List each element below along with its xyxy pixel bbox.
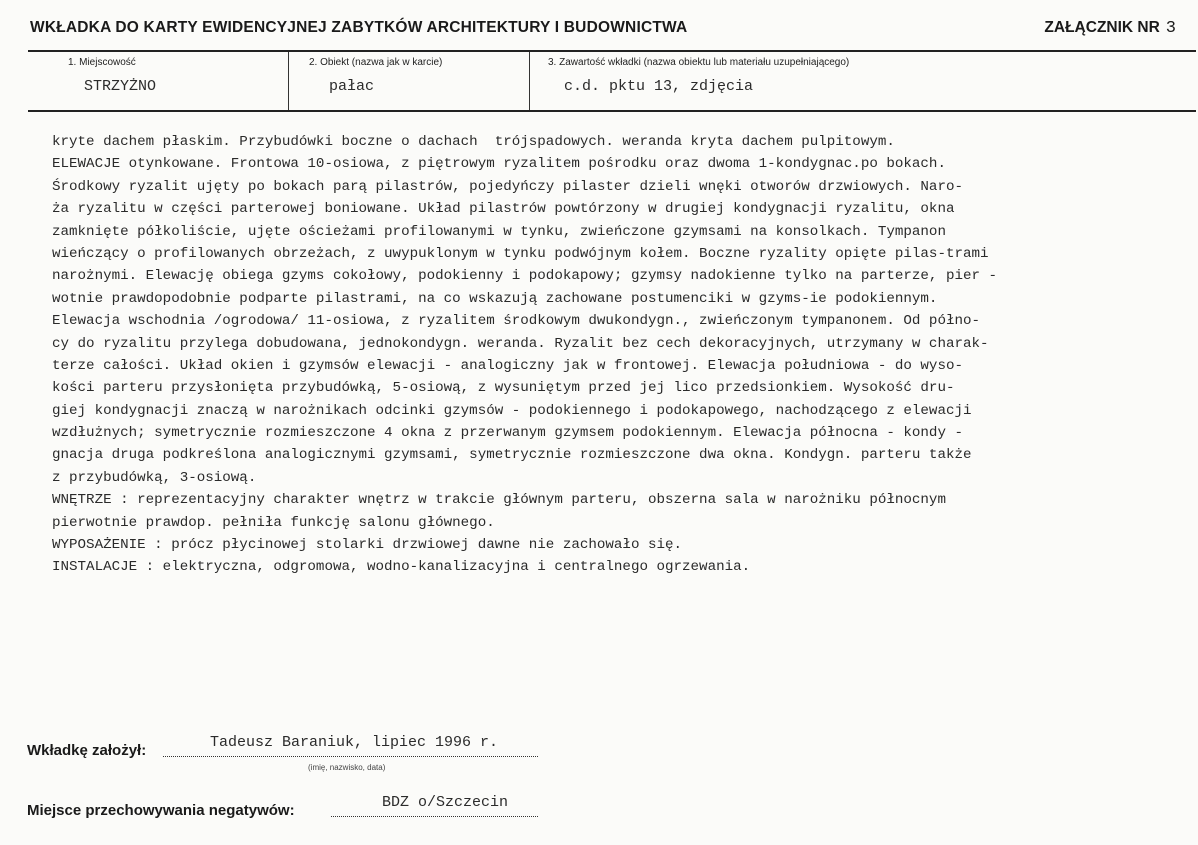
storage-value: BDZ o/Szczecin	[382, 794, 509, 811]
locality-value: STRZYŻNO	[84, 78, 157, 95]
text-line: wotnie prawdopodobnie podparte pilastrami, na co wskazują zachowane postumenciki w gzyms-ie podokiennym.	[52, 290, 938, 307]
text-line: gnacja druga podkreślona analogicznymi gzymsami, symetrycznie rozmieszczone dwa okna. Kondygn. parteru także	[52, 447, 972, 464]
form-header-table	[28, 50, 1196, 112]
text-line: Elewacja wschodnia /ogrodowa/ 11-osiowa, z ryzalitem środkowym dwukondygn., zwieńczonym tympanonem. Od półno-	[52, 313, 981, 330]
locality-cell	[28, 52, 287, 110]
description-text	[52, 131, 1192, 579]
annex-label-text: ZAŁĄCZNIK NR	[1044, 19, 1160, 36]
founder-dotted-line	[163, 756, 538, 757]
text-line: INSTALACJE : elektryczna, odgromowa, wodno-kanalizacyjna i centralnego ogrzewania.	[52, 559, 751, 576]
founder-value: Tadeusz Baraniuk, lipiec 1996 r.	[210, 734, 499, 751]
text-line: ELEWACJE otynkowane. Frontowa 10-osiowa, z piętrowym ryzalitem pośrodku oraz dwoma 1-kondygnac.po bokach.	[52, 156, 946, 173]
text-line: cy do ryzalitu przylega dobudowana, jednokondygn. weranda. Ryzalit bez cech dekoracyjnych, utrzymany w charak-	[52, 335, 989, 352]
text-line: kryte dachem płaskim. Przybudówki boczne o dachach trójspadowych. weranda kryta dachem pulpitowym.	[52, 134, 895, 150]
content-label: 3. Zawartość wkładki (nazwa obiektu lub materiału uzupełniającego)	[548, 57, 850, 68]
object-label: 2. Obiekt (nazwa jak w karcie)	[309, 57, 443, 68]
text-line: zamknięte półkoliście, ujęte ościeżami profilowanymi w tynku, zwieńczone gzymsami na konsolkach. Tympanon	[52, 223, 946, 240]
locality-label: 1. Miejscowość	[68, 57, 136, 68]
founder-label: Wkładkę założył:	[27, 742, 147, 759]
content-value: c.d. pktu 13, zdjęcia	[564, 78, 754, 95]
storage-label: Miejsce przechowywania negatywów:	[27, 802, 295, 819]
storage-dotted-line	[331, 816, 538, 817]
text-line: giej kondygnacji znaczą w narożnikach odcinki gzymsów - podokiennego i podokapowego, nachodzącego z elewacji	[52, 402, 972, 419]
text-line: z przybudówką, 3-osiową.	[52, 469, 257, 486]
content-cell	[529, 52, 1197, 110]
annex-label	[1044, 19, 1176, 38]
text-line: WYPOSAŻENIE : prócz płycinowej stolarki drzwiowej dawne nie zachowało się.	[52, 537, 683, 554]
text-line: wzdłużnych; symetrycznie rozmieszczone 4 okna z przerwanym gzymsem podokiennym. Elewacja północna - kondy -	[52, 425, 963, 442]
text-line: WNĘTRZE : reprezentacyjny charakter wnętrz w trakcie głównym parteru, obszerna sala w narożniku północnym	[52, 492, 946, 509]
object-value: pałac	[329, 78, 375, 95]
annex-number: 3	[1165, 19, 1176, 38]
text-line: terze całości. Układ okien i gzymsów elewacji - analogiczny jak w frontowej. Elewacja południowa - do wyso-	[52, 357, 963, 374]
text-line: narożnymi. Elewację obiega gzyms cokołowy, podokienny i podokapowy; gzymsy nadokienne tylko na parterze, pier -	[52, 268, 998, 285]
text-line: ża ryzalitu w części parterowej boniowane. Układ pilastrów powtórzony w drugiej kondygnacji ryzalitu, okna	[52, 201, 955, 218]
text-line: pierwotnie prawdop. pełniła funkcję salonu głównego.	[52, 514, 495, 531]
text-line: Środkowy ryzalit ujęty po bokach parą pilastrów, pojedyńczy pilaster dzieli wnęki otworów drzwiowych. Naro-	[52, 178, 963, 195]
founder-hint: (imię, nazwisko, data)	[308, 763, 386, 772]
text-line: wieńczący o profilowanych obrzeżach, z uwypuklonym w tynku podwójnym kołem. Boczne ryzality opięte pilas-trami	[52, 245, 989, 262]
page-title: WKŁADKA DO KARTY EWIDENCYJNEJ ZABYTKÓW ARCHITEKTURY I BUDOWNICTWA	[30, 19, 688, 36]
text-line: kości parteru przysłonięta przybudówką, 5-osiową, z wysuniętym przed jej lico przedsionkiem. Wysokość dru-	[52, 380, 955, 397]
object-cell	[288, 52, 529, 110]
